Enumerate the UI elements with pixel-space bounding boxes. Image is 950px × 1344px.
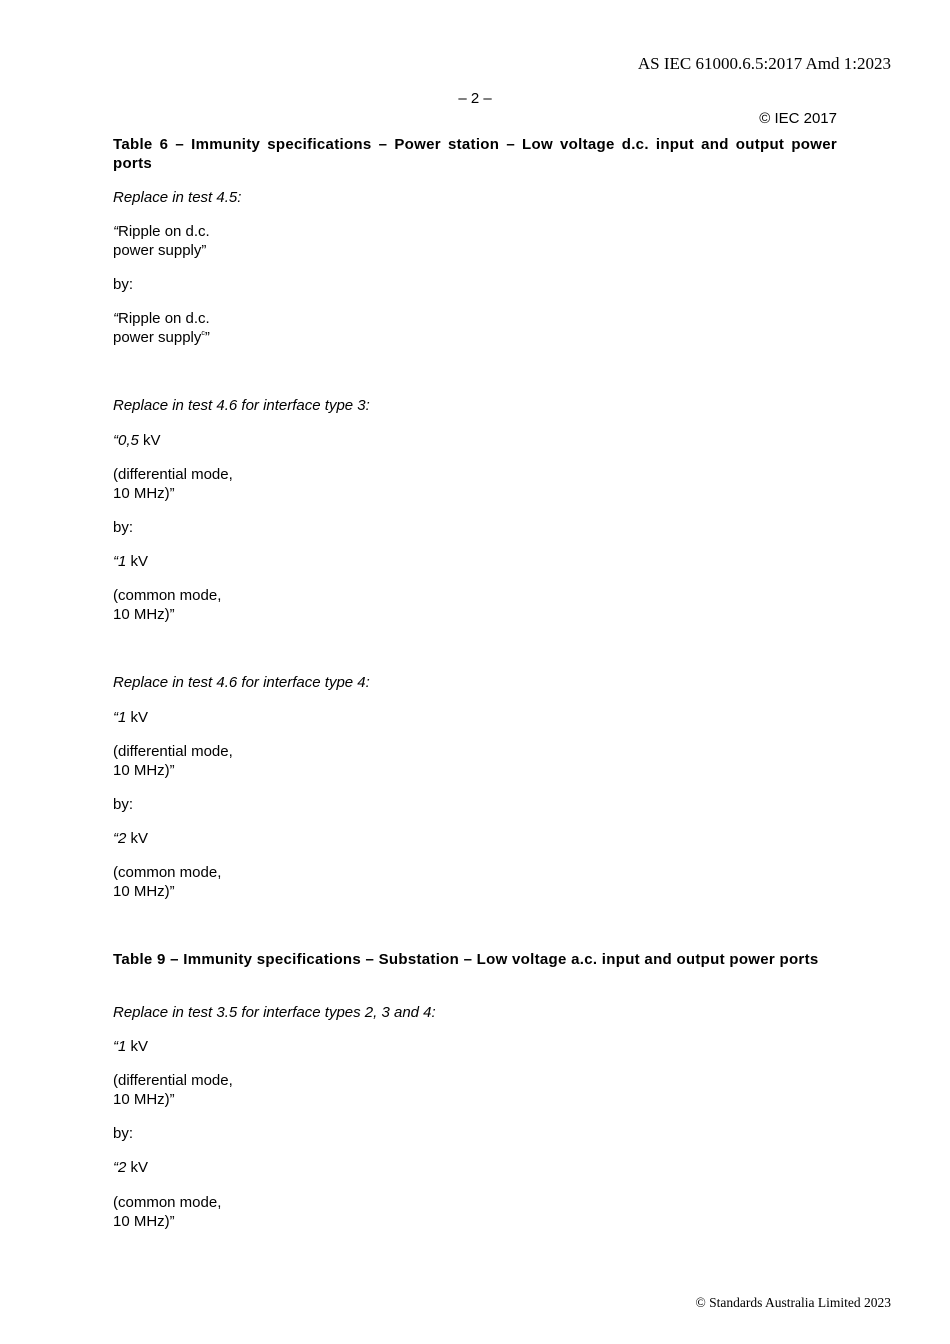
- open-quote: “: [113, 223, 118, 240]
- old-mode-line1: (differential mode,: [113, 743, 233, 760]
- new-voltage: [113, 1158, 837, 1177]
- old-voltage-unit: kV: [126, 1038, 149, 1055]
- old-voltage: [113, 1037, 837, 1056]
- old-mode-line1: (differential mode,: [113, 1072, 233, 1089]
- old-mode-line1: (differential mode,: [113, 466, 233, 483]
- by-label: by:: [113, 519, 134, 536]
- old-voltage-value: “1: [113, 1038, 127, 1055]
- new-text-ripple: [113, 309, 837, 347]
- old-mode-line2: 10 MHz)”: [113, 485, 175, 502]
- old-mode: [113, 742, 837, 780]
- old-mode: [113, 1071, 837, 1109]
- by-label: by:: [113, 796, 134, 813]
- new-voltage-value: “2: [113, 1159, 127, 1176]
- new-voltage-value: “1: [113, 553, 127, 570]
- new-ripple-line2: power supply: [113, 329, 202, 346]
- by-label: by:: [113, 1125, 134, 1142]
- new-voltage: [113, 829, 837, 848]
- new-mode: [113, 863, 837, 901]
- old-voltage-value: “1: [113, 709, 127, 726]
- old-voltage: [113, 708, 837, 727]
- new-mode-line1: (common mode,: [113, 864, 222, 881]
- new-mode: [113, 1193, 837, 1231]
- table6-heading: Table 6 – Immunity specifications – Power station – Low voltage d.c. input and output power ports: [113, 136, 837, 172]
- new-voltage-unit: kV: [126, 1159, 149, 1176]
- instruction-test-4-5: Replace in test 4.5:: [113, 189, 242, 206]
- close-quote: ”: [204, 329, 210, 346]
- new-mode-line2: 10 MHz)”: [113, 883, 175, 900]
- iec-copyright: © IEC 2017: [759, 110, 837, 127]
- instruction-test-4-6-type-3: Replace in test 4.6 for interface type 3:: [113, 397, 370, 414]
- footnote-marker: c: [201, 330, 205, 337]
- new-voltage: [113, 552, 837, 571]
- instruction-test-3-5: Replace in test 3.5 for interface types 2, 3 and 4:: [113, 1004, 436, 1021]
- old-mode-line2: 10 MHz)”: [113, 762, 175, 779]
- new-voltage-unit: kV: [126, 553, 149, 570]
- by-label: by:: [113, 276, 134, 293]
- new-mode-line1: (common mode,: [113, 587, 222, 604]
- old-voltage-unit: kV: [138, 432, 161, 449]
- old-voltage: [113, 431, 837, 450]
- old-ripple-line2: power supply”: [113, 242, 207, 259]
- standard-reference: AS IEC 61000.6.5:2017 Amd 1:2023: [637, 54, 891, 73]
- new-ripple-line1: Ripple on d.c.: [118, 310, 210, 327]
- new-mode-line2: 10 MHz)”: [113, 606, 175, 623]
- old-voltage-unit: kV: [126, 709, 149, 726]
- new-voltage-unit: kV: [126, 830, 149, 847]
- old-ripple-line1: Ripple on d.c.: [118, 223, 210, 240]
- new-mode-line1: (common mode,: [113, 1194, 222, 1211]
- new-mode-line2: 10 MHz)”: [113, 1213, 175, 1230]
- table9-heading: Table 9 – Immunity specifications – Substation – Low voltage a.c. input and output power ports: [113, 951, 819, 968]
- instruction-test-4-6-type-4: Replace in test 4.6 for interface type 4:: [113, 674, 370, 691]
- page-number: – 2 –: [458, 90, 492, 107]
- old-voltage-value: “0,5: [113, 432, 139, 449]
- footer-copyright: © Standards Australia Limited 2023: [695, 1295, 891, 1310]
- open-quote: “: [113, 310, 118, 327]
- old-mode-line2: 10 MHz)”: [113, 1091, 175, 1108]
- old-mode: [113, 465, 837, 503]
- new-voltage-value: “2: [113, 830, 127, 847]
- new-mode: [113, 586, 837, 624]
- old-text-ripple: [113, 222, 837, 260]
